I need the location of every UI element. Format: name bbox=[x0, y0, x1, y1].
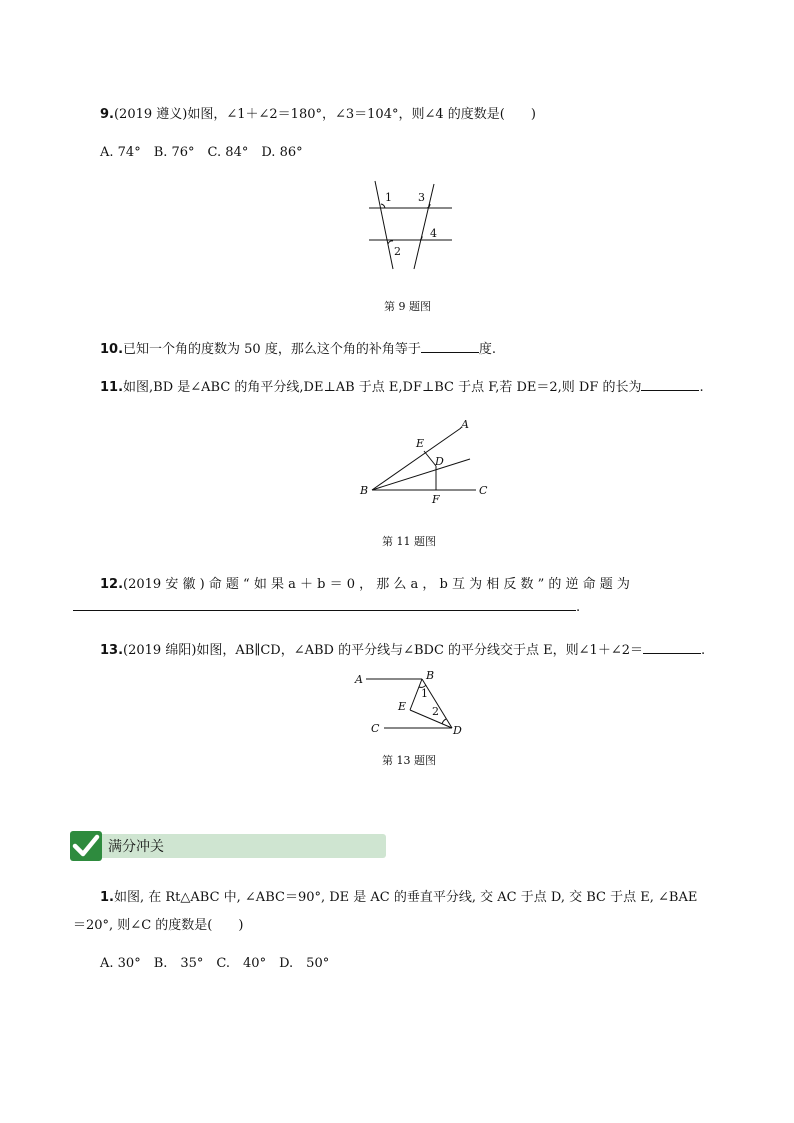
answer-blank[interactable] bbox=[421, 340, 479, 353]
figure-caption-q11: 第 11 题图 bbox=[382, 535, 436, 548]
q11-label-A: A bbox=[461, 418, 469, 431]
question-10 bbox=[100, 338, 496, 357]
q11-label-B: B bbox=[360, 484, 369, 497]
question-number: 11. bbox=[100, 380, 124, 395]
question-text: (2019 遵义)如图，∠1＋∠2＝180°，∠3＝104°，则∠4 的度数是( ) bbox=[113, 107, 536, 122]
q9-label-1: 1 bbox=[385, 191, 392, 204]
answer-blank[interactable] bbox=[73, 598, 576, 611]
q11-label-E: E bbox=[416, 437, 425, 450]
question-9 bbox=[100, 103, 536, 122]
q13-label-B: B bbox=[426, 669, 435, 682]
figure-caption-q13: 第 13 题图 bbox=[382, 754, 436, 767]
q9-label-4: 4 bbox=[430, 227, 437, 240]
q13-arc-2 bbox=[442, 719, 446, 724]
figure-q13 bbox=[350, 668, 470, 742]
section-title: 满分冲关 bbox=[108, 839, 164, 855]
q9-label-3: 3 bbox=[418, 191, 425, 204]
q13-label-1: 1 bbox=[421, 687, 428, 700]
q13-label-A: A bbox=[355, 673, 363, 686]
q11-label-F: F bbox=[432, 493, 440, 506]
question-text: 已知一个角的度数为 50 度，那么这个角的补角等于 bbox=[123, 342, 421, 357]
question-text: 如图, 在 Rt△ABC 中, ∠ABC＝90°, DE 是 AC 的垂直平分线, 交 AC 于点 D, 交 BC 于点 E, ∠BAE bbox=[113, 890, 698, 905]
q13-label-E: E bbox=[398, 700, 407, 713]
q13-label-D: D bbox=[453, 724, 462, 737]
problem-1 bbox=[100, 886, 697, 905]
problem-1-line2: ＝20°, 则∠C 的度数是( ) bbox=[73, 918, 244, 933]
answer-blank[interactable] bbox=[641, 378, 699, 391]
question-number: 13. bbox=[100, 643, 124, 658]
q11-label-D: D bbox=[435, 455, 444, 468]
question-9-options: A. 74° B. 76° C. 84° D. 86° bbox=[100, 145, 303, 160]
q13-label-2: 2 bbox=[432, 705, 439, 718]
question-13 bbox=[100, 639, 705, 658]
question-text: 如图,BD 是∠ABC 的角平分线,DE⊥AB 于点 E,DF⊥BC 于点 F,若 DE＝2,则 DF 的长为 bbox=[123, 380, 642, 395]
question-text: (2019 安 徽 ) 命 题 “ 如 果 a ＋ b ＝ 0 ， 那 么 a ， b 互 为 相 反 数 ” 的 逆 命 题 为 bbox=[123, 577, 630, 592]
figure-q11 bbox=[358, 415, 493, 507]
question-end: . bbox=[699, 380, 704, 395]
question-number: 10. bbox=[100, 342, 124, 357]
answer-blank[interactable] bbox=[643, 641, 701, 654]
question-text: (2019 绵阳)如图，AB∥CD，∠ABD 的平分线与∠BDC 的平分线交于点 E，则∠1＋∠2＝ bbox=[123, 643, 643, 658]
question-number: 1. bbox=[100, 890, 114, 905]
q9-arc-1 bbox=[381, 204, 385, 208]
question-end: . bbox=[576, 600, 581, 615]
question-11 bbox=[100, 376, 704, 395]
section-banner bbox=[70, 831, 388, 860]
question-number: 9. bbox=[100, 107, 114, 122]
figure-caption-q9: 第 9 题图 bbox=[384, 300, 431, 313]
q13-label-C: C bbox=[371, 722, 380, 735]
q9-label-2: 2 bbox=[394, 245, 401, 258]
question-12 bbox=[100, 573, 630, 592]
question-end: . bbox=[701, 643, 706, 658]
problem-1-options: A. 30° B. 35° C. 40° D. 50° bbox=[100, 956, 330, 971]
q11-label-C: C bbox=[479, 484, 488, 497]
q9-arc-2 bbox=[388, 241, 393, 244]
q11-ray-BD bbox=[372, 459, 470, 490]
figure-q9 bbox=[360, 176, 460, 276]
question-12-answer-line bbox=[73, 598, 580, 615]
question-text-end: 度. bbox=[478, 342, 496, 357]
check-icon bbox=[70, 831, 102, 861]
question-number: 12. bbox=[100, 577, 124, 592]
